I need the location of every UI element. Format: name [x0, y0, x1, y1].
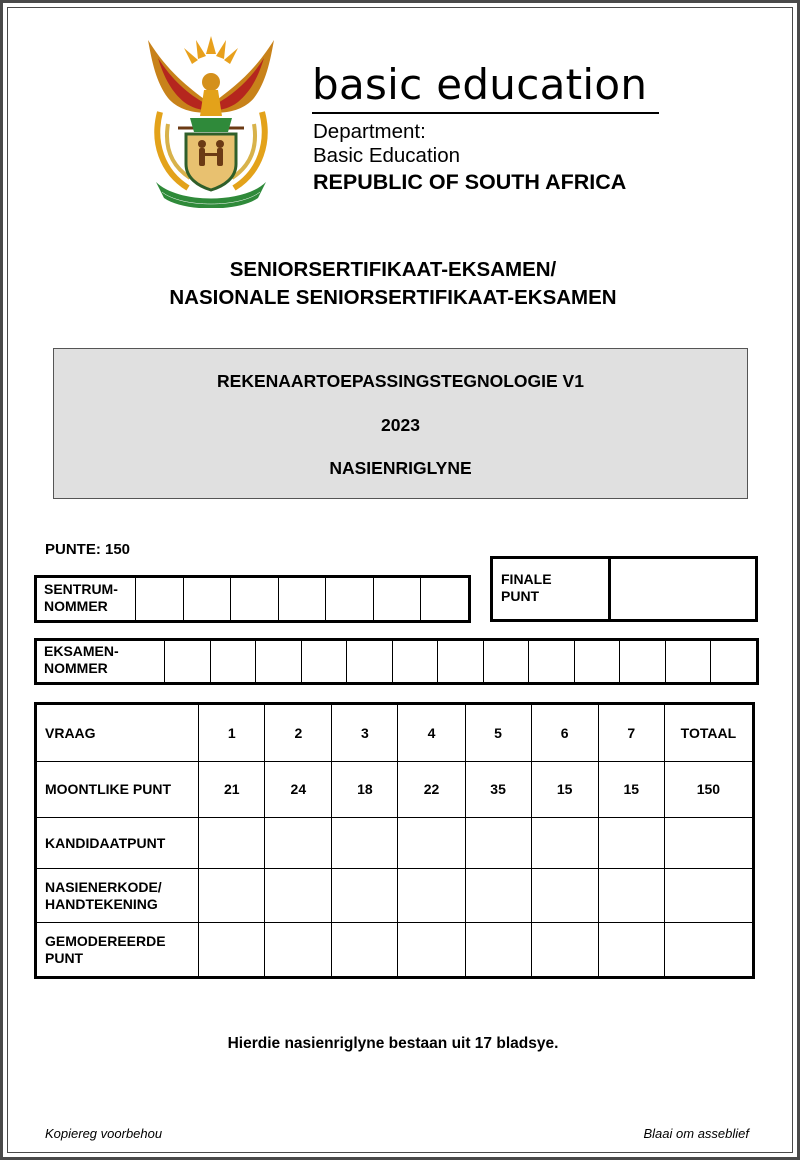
exam-year: 2023 — [381, 415, 420, 435]
department-name: Basic Education — [313, 144, 461, 167]
question-number: 5 — [465, 704, 531, 762]
candidate-mark-cell[interactable] — [531, 818, 598, 869]
centre-number-box[interactable] — [136, 578, 184, 620]
page-count-note: Hierdie nasienriglyne bestaan uit 17 bladsye. — [227, 1035, 559, 1052]
exam-number-box[interactable] — [666, 641, 712, 682]
candidate-mark-cell[interactable] — [332, 818, 398, 869]
coat-of-arms-logo — [138, 32, 284, 208]
exam-number-box[interactable] — [529, 641, 575, 682]
total-header: TOTAAL — [664, 704, 753, 762]
final-mark-field — [490, 556, 758, 622]
possible-mark: 24 — [265, 762, 332, 818]
total-marks: PUNTE: 150 — [45, 541, 131, 558]
moderated-mark-cell[interactable] — [598, 923, 664, 978]
marker-code-cell[interactable] — [265, 869, 332, 923]
moderated-mark-label: GEMODEREERDE PUNT — [36, 923, 199, 978]
exam-number-field — [34, 638, 759, 685]
final-mark-box[interactable] — [611, 559, 755, 619]
moderated-mark-cell[interactable] — [465, 923, 531, 978]
exam-number-box[interactable] — [438, 641, 484, 682]
table-row — [36, 818, 754, 869]
exam-number-box[interactable] — [575, 641, 621, 682]
possible-total: 150 — [664, 762, 753, 818]
centre-number-box[interactable] — [279, 578, 327, 620]
centre-number-box[interactable] — [184, 578, 232, 620]
brand-title: basic education — [312, 60, 648, 109]
marker-code-cell[interactable] — [531, 869, 598, 923]
possible-marks-label: MOONTLIKE PUNT — [36, 762, 199, 818]
table-row — [36, 762, 754, 818]
department-label: Department: — [313, 120, 426, 143]
copyright-note: Kopiereg voorbehou — [45, 1126, 163, 1141]
moderated-mark-cell[interactable] — [199, 923, 265, 978]
moderated-mark-cell[interactable] — [265, 923, 332, 978]
centre-number-box[interactable] — [374, 578, 422, 620]
table-row — [36, 869, 754, 923]
question-number: 4 — [398, 704, 465, 762]
exam-number-box[interactable] — [484, 641, 530, 682]
final-mark-label: FINALE PUNT — [493, 559, 611, 619]
moderated-total-cell[interactable] — [664, 923, 753, 978]
candidate-total-cell[interactable] — [664, 818, 753, 869]
centre-number-field — [34, 575, 471, 623]
candidate-mark-label: KANDIDAATPUNT — [36, 818, 199, 869]
candidate-mark-cell[interactable] — [465, 818, 531, 869]
centre-number-label: SENTRUM- NOMMER — [37, 578, 136, 620]
moderated-mark-cell[interactable] — [398, 923, 465, 978]
possible-mark: 21 — [199, 762, 265, 818]
question-number: 3 — [332, 704, 398, 762]
possible-mark: 15 — [598, 762, 664, 818]
question-number: 6 — [531, 704, 598, 762]
table-row — [36, 704, 754, 762]
marker-code-cell[interactable] — [398, 869, 465, 923]
question-number: 7 — [598, 704, 664, 762]
country-name: REPUBLIC OF SOUTH AFRICA — [313, 170, 627, 194]
exam-number-box[interactable] — [711, 641, 756, 682]
marks-table — [34, 702, 755, 979]
subject-name: REKENAARTOEPASSINGSTEGNOLOGIE V1 — [217, 371, 584, 391]
exam-number-box[interactable] — [393, 641, 439, 682]
candidate-mark-cell[interactable] — [199, 818, 265, 869]
candidate-mark-cell[interactable] — [398, 818, 465, 869]
possible-mark: 18 — [332, 762, 398, 818]
marker-code-cell[interactable] — [598, 869, 664, 923]
possible-mark: 15 — [531, 762, 598, 818]
exam-number-box[interactable] — [256, 641, 302, 682]
table-row — [36, 923, 754, 978]
turn-over-note: Blaai om asseblief — [643, 1126, 749, 1141]
question-number: 1 — [199, 704, 265, 762]
moderated-mark-cell[interactable] — [332, 923, 398, 978]
possible-mark: 22 — [398, 762, 465, 818]
exam-number-box[interactable] — [620, 641, 666, 682]
document-type: NASIENRIGLYNE — [329, 458, 472, 478]
exam-title-line2: NASIONALE SENIORSERTIFIKAAT-EKSAMEN — [169, 286, 617, 309]
exam-number-box[interactable] — [347, 641, 393, 682]
marker-code-cell[interactable] — [465, 869, 531, 923]
centre-number-box[interactable] — [231, 578, 279, 620]
exam-number-box[interactable] — [165, 641, 211, 682]
exam-number-label: EKSAMEN- NOMMER — [37, 641, 165, 682]
moderated-mark-cell[interactable] — [531, 923, 598, 978]
candidate-mark-cell[interactable] — [598, 818, 664, 869]
marker-code-cell[interactable] — [199, 869, 265, 923]
marker-code-cell[interactable] — [332, 869, 398, 923]
marker-code-total-cell[interactable] — [664, 869, 753, 923]
exam-title-line1: SENIORSERTIFIKAAT-EKSAMEN/ — [229, 258, 557, 281]
question-number: 2 — [265, 704, 332, 762]
question-header-label: VRAAG — [36, 704, 199, 762]
subject-box — [53, 348, 748, 499]
exam-number-box[interactable] — [302, 641, 348, 682]
candidate-mark-cell[interactable] — [265, 818, 332, 869]
centre-number-box[interactable] — [326, 578, 374, 620]
brand-underline — [312, 112, 659, 114]
centre-number-box[interactable] — [421, 578, 468, 620]
exam-number-box[interactable] — [211, 641, 257, 682]
possible-mark: 35 — [465, 762, 531, 818]
marker-code-label: NASIENERKODE/ HANDTEKENING — [36, 869, 199, 923]
